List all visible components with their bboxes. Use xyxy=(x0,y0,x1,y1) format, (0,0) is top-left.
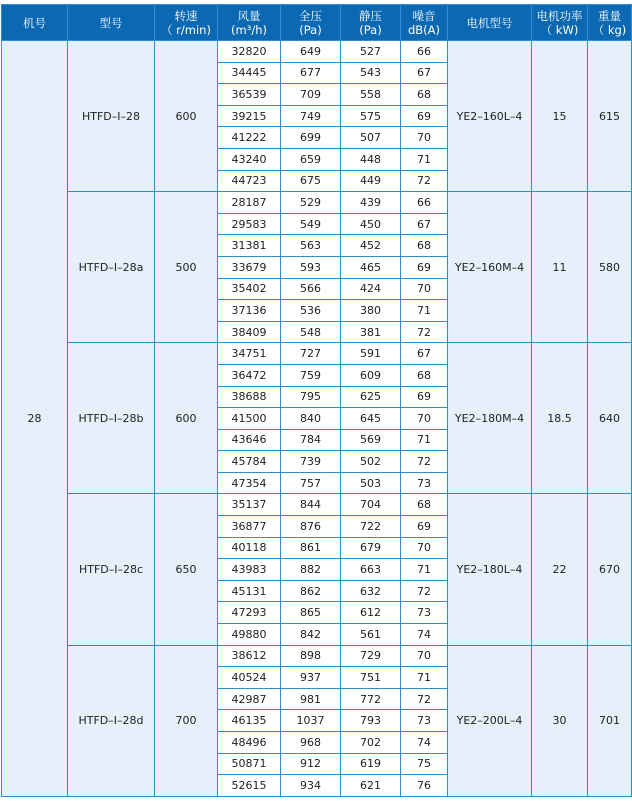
header-model: 型号 xyxy=(68,5,155,41)
total-pressure-cell: 981 xyxy=(281,688,341,710)
airflow-cell: 43646 xyxy=(218,429,281,451)
noise-cell: 74 xyxy=(401,624,448,646)
static-pressure-cell: 751 xyxy=(341,667,401,689)
total-pressure-cell: 937 xyxy=(281,667,341,689)
noise-cell: 71 xyxy=(401,148,448,170)
airflow-cell: 31381 xyxy=(218,235,281,257)
static-pressure-cell: 793 xyxy=(341,710,401,732)
noise-cell: 71 xyxy=(401,429,448,451)
airflow-cell: 28187 xyxy=(218,192,281,214)
static-pressure-cell: 645 xyxy=(341,408,401,430)
total-pressure-cell: 563 xyxy=(281,235,341,257)
airflow-cell: 44723 xyxy=(218,170,281,192)
total-pressure-cell: 876 xyxy=(281,516,341,538)
header-total-pressure: 全压 (Pa) xyxy=(281,5,341,41)
total-pressure-cell: 757 xyxy=(281,472,341,494)
header-row xyxy=(2,5,632,41)
airflow-cell: 47293 xyxy=(218,602,281,624)
static-pressure-cell: 452 xyxy=(341,235,401,257)
airflow-cell: 41500 xyxy=(218,408,281,430)
speed-cell: 600 xyxy=(155,343,218,494)
noise-cell: 70 xyxy=(401,537,448,559)
model-cell: HTFD–I–28b xyxy=(68,343,155,494)
airflow-cell: 49880 xyxy=(218,624,281,646)
noise-cell: 76 xyxy=(401,775,448,797)
noise-cell: 69 xyxy=(401,256,448,278)
total-pressure-cell: 840 xyxy=(281,408,341,430)
airflow-cell: 45131 xyxy=(218,580,281,602)
noise-cell: 68 xyxy=(401,364,448,386)
airflow-cell: 36877 xyxy=(218,516,281,538)
motor-power-cell: 30 xyxy=(532,645,588,796)
noise-cell: 71 xyxy=(401,300,448,322)
header-machine-no: 机号 xyxy=(2,5,68,41)
static-pressure-cell: 704 xyxy=(341,494,401,516)
model-cell: HTFD–I–28a xyxy=(68,192,155,343)
airflow-cell: 38688 xyxy=(218,386,281,408)
total-pressure-cell: 862 xyxy=(281,580,341,602)
noise-cell: 72 xyxy=(401,451,448,473)
noise-cell: 74 xyxy=(401,732,448,754)
total-pressure-cell: 536 xyxy=(281,300,341,322)
static-pressure-cell: 729 xyxy=(341,645,401,667)
static-pressure-cell: 575 xyxy=(341,105,401,127)
airflow-cell: 50871 xyxy=(218,753,281,775)
total-pressure-cell: 749 xyxy=(281,105,341,127)
noise-cell: 73 xyxy=(401,602,448,624)
total-pressure-cell: 699 xyxy=(281,127,341,149)
model-cell: HTFD–I–28d xyxy=(68,645,155,796)
airflow-cell: 39215 xyxy=(218,105,281,127)
motor-power-cell: 22 xyxy=(532,494,588,645)
machine-no-cell: 28 xyxy=(2,41,68,797)
table-row xyxy=(2,41,632,63)
total-pressure-cell: 934 xyxy=(281,775,341,797)
total-pressure-cell: 865 xyxy=(281,602,341,624)
static-pressure-cell: 439 xyxy=(341,192,401,214)
static-pressure-cell: 632 xyxy=(341,580,401,602)
header-speed: 转速 （ r/min) xyxy=(155,5,218,41)
static-pressure-cell: 381 xyxy=(341,321,401,343)
static-pressure-cell: 591 xyxy=(341,343,401,365)
airflow-cell: 36539 xyxy=(218,84,281,106)
static-pressure-cell: 543 xyxy=(341,62,401,84)
noise-cell: 68 xyxy=(401,494,448,516)
static-pressure-cell: 722 xyxy=(341,516,401,538)
airflow-cell: 37136 xyxy=(218,300,281,322)
weight-cell: 580 xyxy=(588,192,632,343)
noise-cell: 70 xyxy=(401,645,448,667)
static-pressure-cell: 621 xyxy=(341,775,401,797)
noise-cell: 67 xyxy=(401,213,448,235)
static-pressure-cell: 503 xyxy=(341,472,401,494)
static-pressure-cell: 569 xyxy=(341,429,401,451)
airflow-cell: 34751 xyxy=(218,343,281,365)
static-pressure-cell: 558 xyxy=(341,84,401,106)
speed-cell: 700 xyxy=(155,645,218,796)
noise-cell: 67 xyxy=(401,62,448,84)
static-pressure-cell: 663 xyxy=(341,559,401,581)
weight-cell: 670 xyxy=(588,494,632,645)
airflow-cell: 45784 xyxy=(218,451,281,473)
motor-model-cell: YE2–160M–4 xyxy=(448,192,532,343)
noise-cell: 70 xyxy=(401,278,448,300)
airflow-cell: 40524 xyxy=(218,667,281,689)
airflow-cell: 36472 xyxy=(218,364,281,386)
motor-model-cell: YE2–200L–4 xyxy=(448,645,532,796)
airflow-cell: 38612 xyxy=(218,645,281,667)
airflow-cell: 40118 xyxy=(218,537,281,559)
speed-cell: 600 xyxy=(155,41,218,192)
total-pressure-cell: 861 xyxy=(281,537,341,559)
header-static-pressure: 静压 (Pa) xyxy=(341,5,401,41)
static-pressure-cell: 507 xyxy=(341,127,401,149)
airflow-cell: 35402 xyxy=(218,278,281,300)
header-airflow: 风量 (m³/h) xyxy=(218,5,281,41)
total-pressure-cell: 1037 xyxy=(281,710,341,732)
static-pressure-cell: 625 xyxy=(341,386,401,408)
noise-cell: 73 xyxy=(401,472,448,494)
motor-power-cell: 18.5 xyxy=(532,343,588,494)
static-pressure-cell: 561 xyxy=(341,624,401,646)
total-pressure-cell: 882 xyxy=(281,559,341,581)
static-pressure-cell: 380 xyxy=(341,300,401,322)
airflow-cell: 42987 xyxy=(218,688,281,710)
noise-cell: 71 xyxy=(401,667,448,689)
weight-cell: 615 xyxy=(588,41,632,192)
model-cell: HTFD–I–28 xyxy=(68,41,155,192)
table-body xyxy=(2,41,632,797)
motor-power-cell: 11 xyxy=(532,192,588,343)
noise-cell: 72 xyxy=(401,321,448,343)
airflow-cell: 47354 xyxy=(218,472,281,494)
motor-power-cell: 15 xyxy=(532,41,588,192)
speed-cell: 500 xyxy=(155,192,218,343)
header-motor-model: 电机型号 xyxy=(448,5,532,41)
airflow-cell: 48496 xyxy=(218,732,281,754)
header-weight: 重量 （ kg) xyxy=(588,5,632,41)
static-pressure-cell: 679 xyxy=(341,537,401,559)
total-pressure-cell: 548 xyxy=(281,321,341,343)
total-pressure-cell: 898 xyxy=(281,645,341,667)
static-pressure-cell: 772 xyxy=(341,688,401,710)
total-pressure-cell: 844 xyxy=(281,494,341,516)
total-pressure-cell: 795 xyxy=(281,386,341,408)
table-row xyxy=(2,343,632,365)
static-pressure-cell: 450 xyxy=(341,213,401,235)
weight-cell: 640 xyxy=(588,343,632,494)
static-pressure-cell: 448 xyxy=(341,148,401,170)
total-pressure-cell: 842 xyxy=(281,624,341,646)
weight-cell: 701 xyxy=(588,645,632,796)
total-pressure-cell: 549 xyxy=(281,213,341,235)
total-pressure-cell: 727 xyxy=(281,343,341,365)
total-pressure-cell: 759 xyxy=(281,364,341,386)
static-pressure-cell: 527 xyxy=(341,41,401,63)
noise-cell: 71 xyxy=(401,559,448,581)
fan-spec-table xyxy=(1,4,632,797)
static-pressure-cell: 424 xyxy=(341,278,401,300)
noise-cell: 69 xyxy=(401,386,448,408)
total-pressure-cell: 739 xyxy=(281,451,341,473)
static-pressure-cell: 465 xyxy=(341,256,401,278)
airflow-cell: 32820 xyxy=(218,41,281,63)
airflow-cell: 38409 xyxy=(218,321,281,343)
speed-cell: 650 xyxy=(155,494,218,645)
total-pressure-cell: 649 xyxy=(281,41,341,63)
static-pressure-cell: 502 xyxy=(341,451,401,473)
airflow-cell: 33679 xyxy=(218,256,281,278)
airflow-cell: 34445 xyxy=(218,62,281,84)
table-row xyxy=(2,645,632,667)
table-header xyxy=(2,5,632,41)
total-pressure-cell: 593 xyxy=(281,256,341,278)
header-motor-power: 电机功率 （ kW) xyxy=(532,5,588,41)
total-pressure-cell: 659 xyxy=(281,148,341,170)
noise-cell: 68 xyxy=(401,84,448,106)
noise-cell: 70 xyxy=(401,408,448,430)
static-pressure-cell: 449 xyxy=(341,170,401,192)
static-pressure-cell: 609 xyxy=(341,364,401,386)
noise-cell: 70 xyxy=(401,127,448,149)
airflow-cell: 41222 xyxy=(218,127,281,149)
noise-cell: 72 xyxy=(401,580,448,602)
airflow-cell: 35137 xyxy=(218,494,281,516)
static-pressure-cell: 702 xyxy=(341,732,401,754)
noise-cell: 67 xyxy=(401,343,448,365)
airflow-cell: 43240 xyxy=(218,148,281,170)
total-pressure-cell: 529 xyxy=(281,192,341,214)
noise-cell: 75 xyxy=(401,753,448,775)
noise-cell: 66 xyxy=(401,41,448,63)
motor-model-cell: YE2–180M–4 xyxy=(448,343,532,494)
total-pressure-cell: 784 xyxy=(281,429,341,451)
airflow-cell: 52615 xyxy=(218,775,281,797)
total-pressure-cell: 912 xyxy=(281,753,341,775)
noise-cell: 72 xyxy=(401,688,448,710)
noise-cell: 72 xyxy=(401,170,448,192)
header-noise: 噪音 dB(A) xyxy=(401,5,448,41)
total-pressure-cell: 566 xyxy=(281,278,341,300)
airflow-cell: 29583 xyxy=(218,213,281,235)
total-pressure-cell: 675 xyxy=(281,170,341,192)
noise-cell: 73 xyxy=(401,710,448,732)
noise-cell: 68 xyxy=(401,235,448,257)
noise-cell: 69 xyxy=(401,105,448,127)
airflow-cell: 43983 xyxy=(218,559,281,581)
static-pressure-cell: 612 xyxy=(341,602,401,624)
noise-cell: 66 xyxy=(401,192,448,214)
airflow-cell: 46135 xyxy=(218,710,281,732)
noise-cell: 69 xyxy=(401,516,448,538)
total-pressure-cell: 677 xyxy=(281,62,341,84)
model-cell: HTFD–I–28c xyxy=(68,494,155,645)
motor-model-cell: YE2–180L–4 xyxy=(448,494,532,645)
table-row xyxy=(2,494,632,516)
motor-model-cell: YE2–160L–4 xyxy=(448,41,532,192)
total-pressure-cell: 709 xyxy=(281,84,341,106)
total-pressure-cell: 968 xyxy=(281,732,341,754)
static-pressure-cell: 619 xyxy=(341,753,401,775)
table-row xyxy=(2,192,632,214)
